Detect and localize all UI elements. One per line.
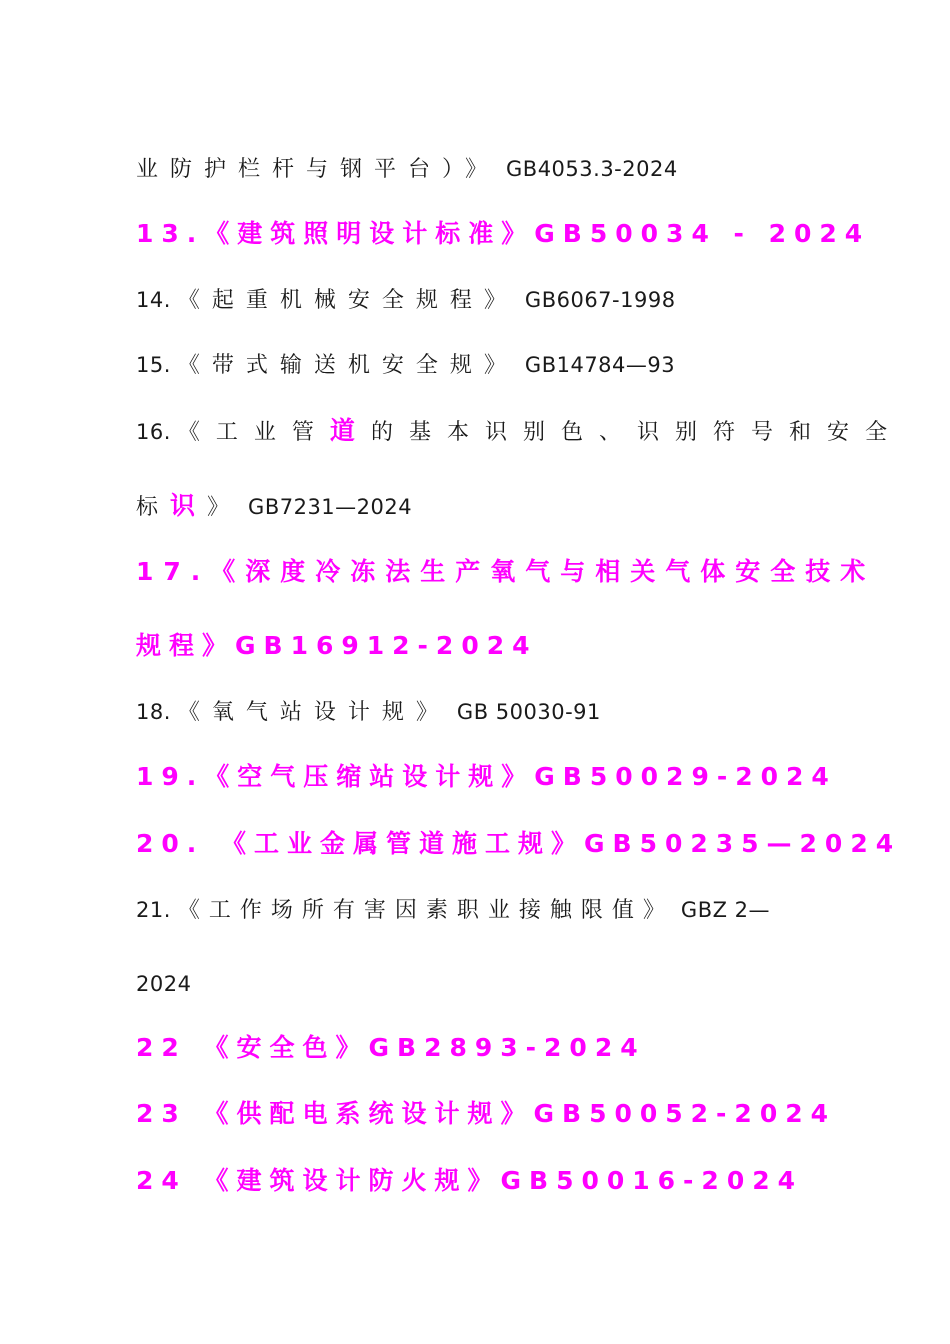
standard-title-part: 《工业管 xyxy=(177,420,330,445)
standard-code: GBZ 2— xyxy=(680,898,771,922)
item-number: 16. xyxy=(136,420,171,444)
highlighted-standard-text: 23 《供配电系统设计规》GB50052-2024 xyxy=(136,1099,837,1128)
standard-code-continued: 2024 xyxy=(136,972,192,996)
highlighted-standard-item xyxy=(136,556,876,588)
standard-title-part: 的基本识别色、识别符号和安全 xyxy=(370,420,903,445)
standard-item xyxy=(136,415,903,449)
standard-title: 《工作场所有害因素职业接触限值》 xyxy=(177,898,674,923)
standard-item-continued xyxy=(136,490,840,524)
standard-code: GB 50030-91 xyxy=(456,700,601,724)
standard-title: 《带式输送机安全规》 xyxy=(177,353,518,378)
standard-title: 《氧气站设计规》 xyxy=(177,700,450,725)
standard-item xyxy=(136,894,840,927)
item-number: 18. xyxy=(136,700,171,724)
standard-code: GB14784—93 xyxy=(524,353,676,377)
item-number: 15. xyxy=(136,353,171,377)
highlighted-standard-item-continued xyxy=(136,630,840,662)
highlighted-standard-text: 17.《深度冷冻法生产氧气与相关气体安全技术 xyxy=(136,557,876,586)
standard-item xyxy=(136,696,840,729)
standard-item xyxy=(136,284,840,317)
highlighted-standard-text: 22 《安全色》GB2893-2024 xyxy=(136,1033,646,1062)
highlighted-standard-item xyxy=(136,1032,840,1064)
highlighted-standard-text: 24 《建筑设计防火规》GB50016-2024 xyxy=(136,1166,804,1195)
standard-code: GB4053.3-2024 xyxy=(506,157,678,181)
highlighted-standard-text: 13.《建筑照明设计标准》GB50034 - 2024 xyxy=(136,219,871,248)
highlighted-standard-text: 规程》GB16912-2024 xyxy=(136,631,538,660)
item-number: 14. xyxy=(136,288,171,312)
highlighted-standard-item xyxy=(136,218,871,250)
highlighted-standard-item xyxy=(136,761,840,793)
standard-code: GB7231—2024 xyxy=(248,495,413,519)
text-line xyxy=(136,153,840,186)
standard-item-continued xyxy=(136,968,840,1001)
item-number: 21. xyxy=(136,898,171,922)
highlighted-standard-text: 19.《空气压缩站设计规》GB50029-2024 xyxy=(136,762,837,791)
standard-title: 《起重机械安全规程》 xyxy=(177,288,518,313)
standard-title-part: 》 xyxy=(207,495,242,520)
highlighted-standard-item xyxy=(136,1165,840,1197)
highlighted-char: 道 xyxy=(329,416,371,445)
highlighted-standard-text: 20. 《工业金属管道施工规》GB50235—2024 xyxy=(136,829,902,858)
standard-item xyxy=(136,349,840,382)
standard-code: GB6067-1998 xyxy=(524,288,676,312)
highlighted-char: 识 xyxy=(170,491,208,520)
highlighted-standard-item xyxy=(136,1098,840,1130)
highlighted-standard-item xyxy=(136,828,902,860)
standard-title: 业防护栏杆与钢平台）》 xyxy=(136,157,500,182)
standard-title-part: 标 xyxy=(136,495,171,520)
